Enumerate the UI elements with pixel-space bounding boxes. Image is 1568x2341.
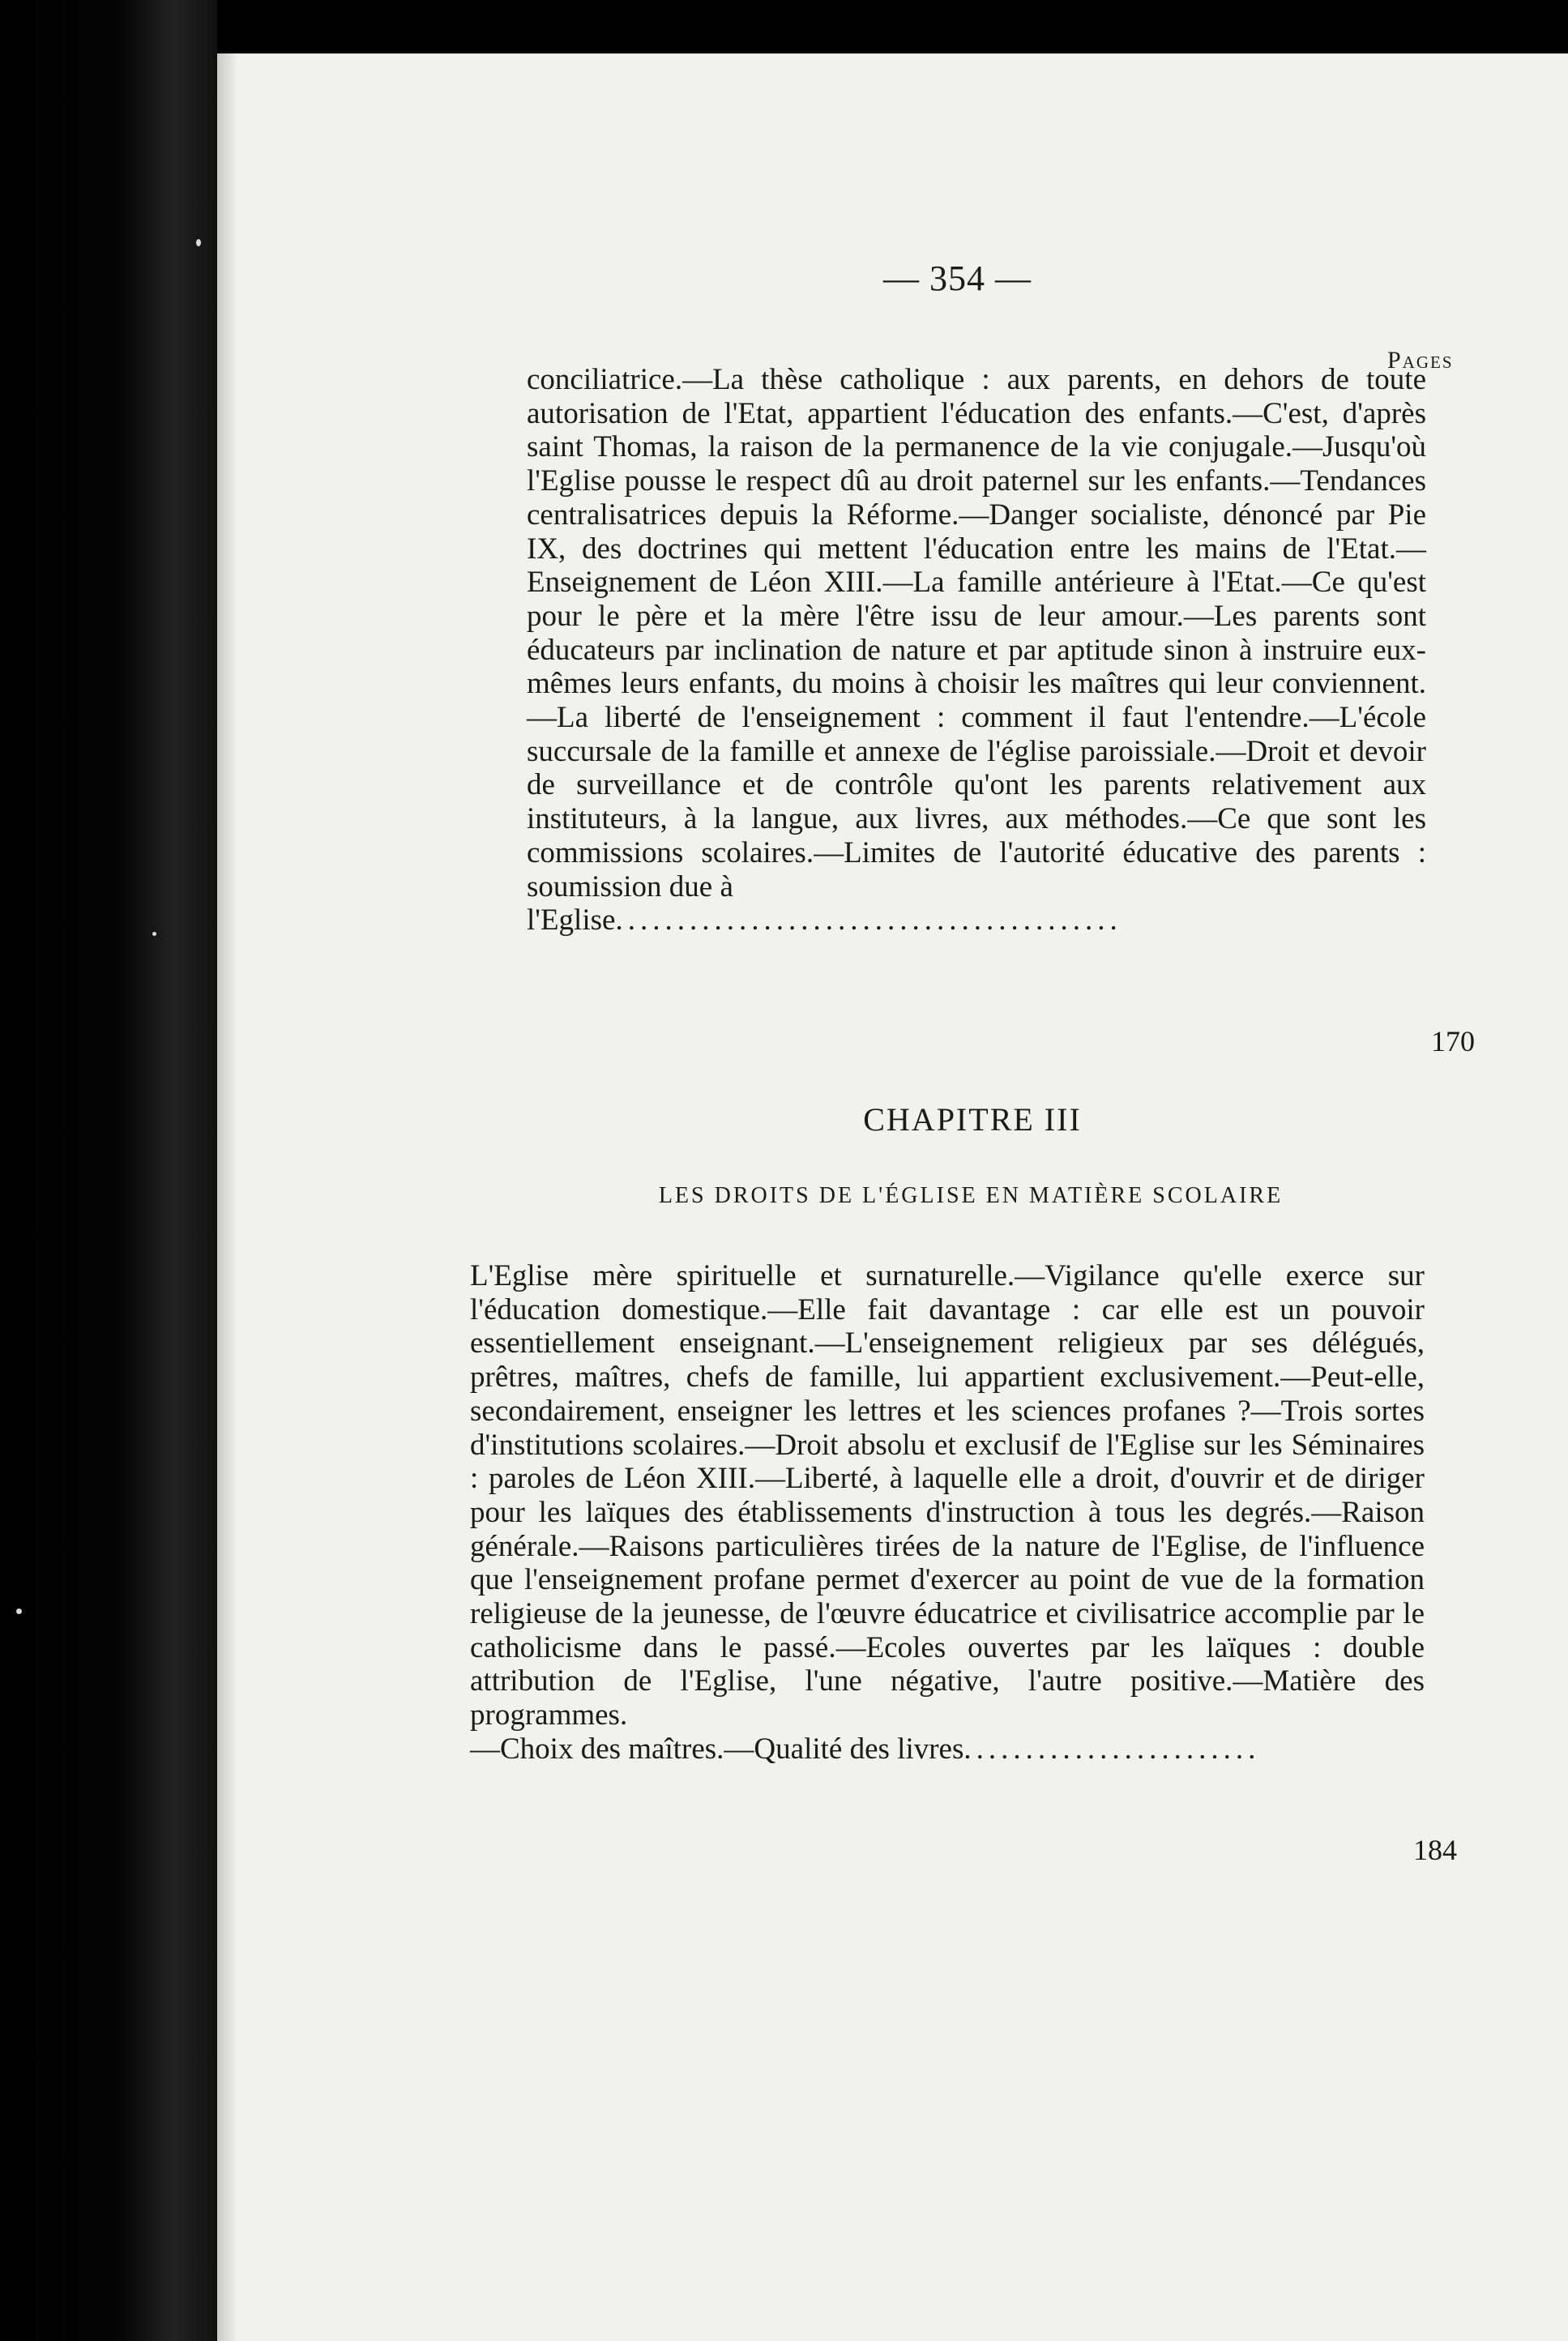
toc-entry-last-line — [470, 1732, 1425, 1766]
toc-entry-chapter-2 — [527, 363, 1426, 938]
page-number: — 354 — — [883, 258, 1032, 298]
chapter-title: CHAPITRE III — [863, 1101, 1082, 1138]
toc-page-ref: 184 — [1413, 1834, 1457, 1866]
pages-column-label: Pages — [1387, 347, 1454, 374]
toc-page-ref: 170 — [1431, 1025, 1475, 1057]
toc-entry-chapter-3 — [470, 1259, 1425, 1766]
leader-dots: ........................ — [963, 1732, 1261, 1766]
toc-entry-text: L'Eglise mère spirituelle et surnaturelle.—Vigilance qu'elle exerce sur l'éducation domestique.—Elle fait davantage : car elle est un pouvoir essentiellement enseignant.—L'enseignement religieux par ses délégués, prêtres, maîtres, chefs de famille, lui appartient exclusivement.—Peut-elle, secondairement, enseigner les lettres et les sciences profanes ?—Trois sortes d'institutions scolaires.—Droit absolu et exclusif de l'Eglise sur les Séminaires : paroles de Léon XIII.—Liberté, à laquelle elle a droit, d'ouvrir et de diriger pour les laïques des établissements d'instruction à tous les degrés.—Raison générale.—Raisons particulières tirées de la nature de l'Eglise, de l'influence que l'enseignement profane permet d'exercer au point de vue de la formation religieuse de la jeunesse, de l'œuvre éducatrice et civilisatrice accomplie par le catholicisme dans le passé.—Ecoles ouvertes par les laïques : double attribution de l'Eglise, l'une négative, l'autre positive.—Matière des programmes. — [470, 1259, 1425, 1732]
book-binding — [0, 0, 217, 2341]
chapter-subtitle: LES DROITS DE L'ÉGLISE EN MATIÈRE SCOLAIRE — [658, 1183, 1284, 1208]
toc-entry-text: conciliatrice.—La thèse catholique : aux parents, en dehors de toute autorisation de l'Etat, appartient l'éducation des enfants.—C'est, d'après saint Thomas, la raison de la permanence de la vie conjugale.—Jusqu'où l'Eglise pousse le respect dû au droit paternel sur les enfants.—Tendances centralisatrices depuis la Réforme.—Danger socialiste, dénoncé par Pie IX, des doctrines qui mettent l'éducation entre les mains de l'Etat.—Enseignement de Léon XIII.—La famille antérieure à l'Etat.—Ce qu'est pour le père et la mère l'être issu de leur amour.—Les parents sont éducateurs par inclination de nature et par aptitude sinon à instruire eux-mêmes leurs enfants, du moins à choisir les maîtres qui leur conviennent.—La liberté de l'enseignement : comment il faut l'entendre.—L'école succursale de la famille et annexe de l'église paroissiale.—Droit et devoir de surveillance et de contrôle qu'ont les parents relativement aux instituteurs, à la langue, aux livres, aux méthodes.—Ce que sont les commissions scolaires.—Limites de l'autorité éducative des parents : soumission due à — [527, 363, 1426, 904]
toc-entry-last-line — [527, 904, 1426, 938]
toc-entry-last-text: l'Eglise — [527, 904, 616, 938]
leader-dots: ......................................... — [615, 904, 1122, 938]
dust-speck — [196, 239, 201, 246]
dust-speck — [152, 932, 156, 936]
toc-entry-last-text: —Choix des maîtres.—Qualité des livres — [470, 1732, 964, 1766]
dust-speck — [16, 1608, 22, 1614]
